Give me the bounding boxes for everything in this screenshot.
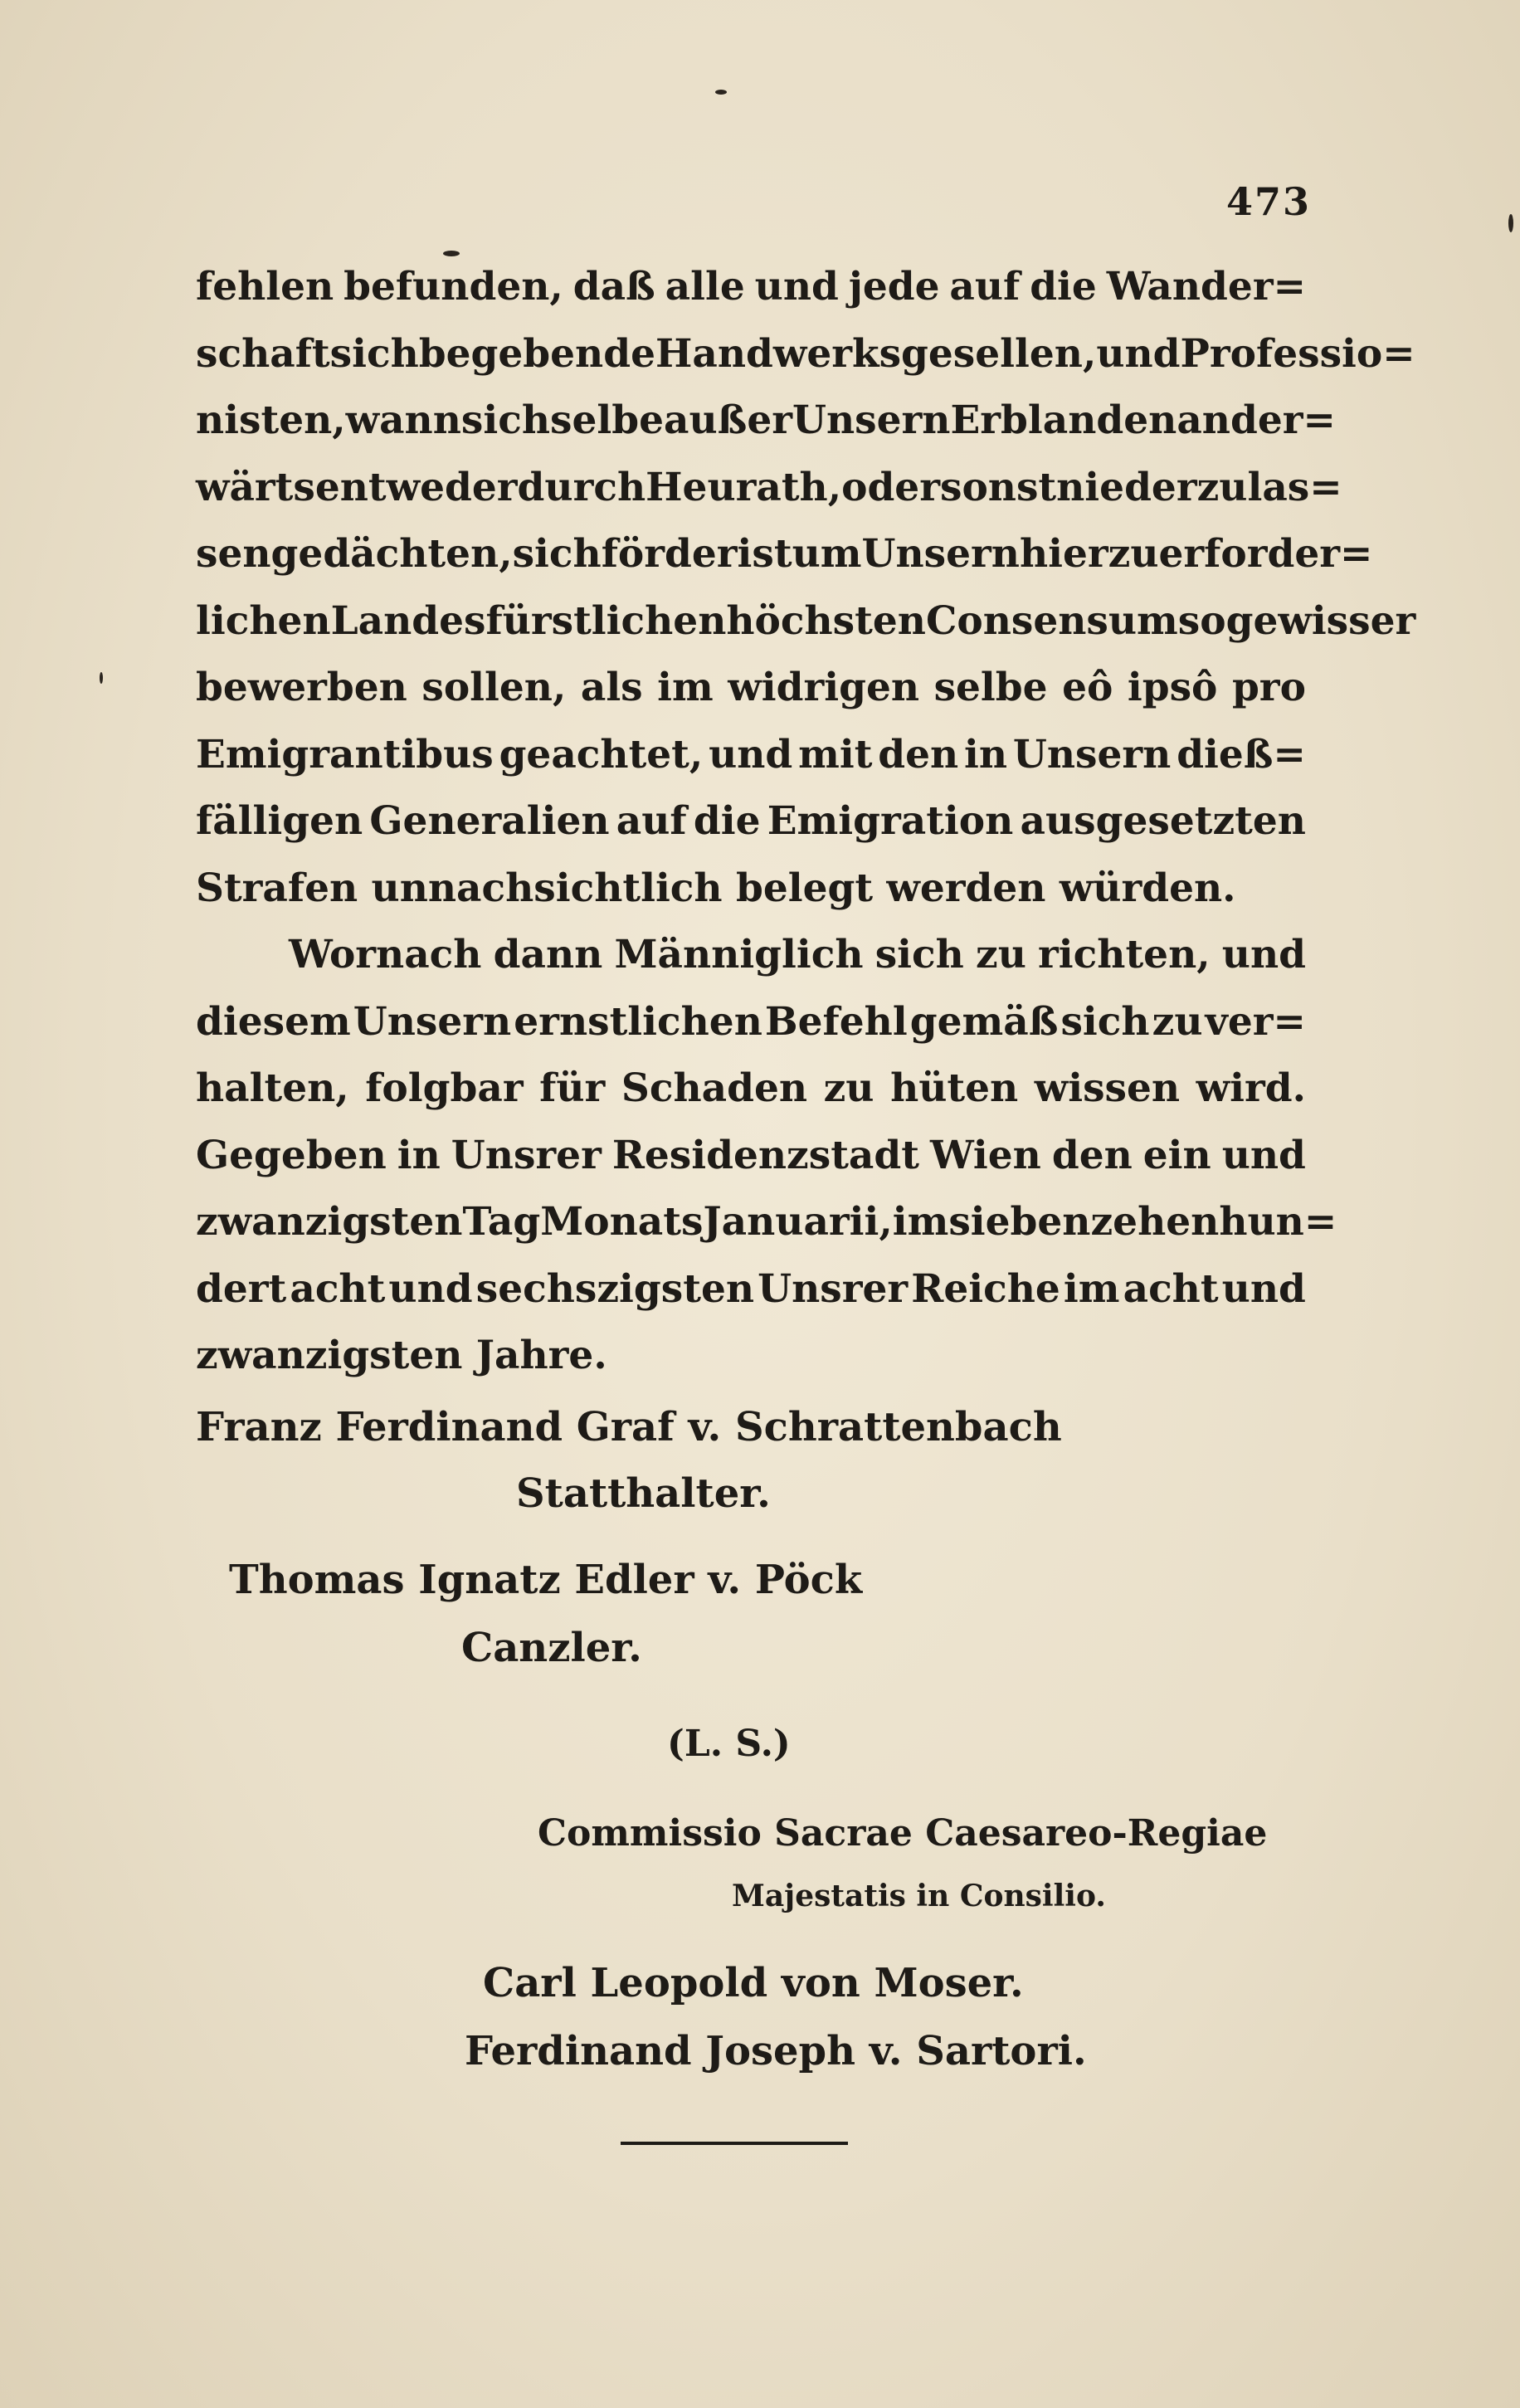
word: die	[693, 798, 761, 844]
word: um	[792, 531, 862, 577]
word: zu	[1152, 998, 1203, 1045]
word: sechszigsten	[475, 1265, 755, 1312]
seal-mark: (L. S.)	[667, 1723, 791, 1765]
word: ernstlichen	[514, 998, 762, 1045]
word: Landesfürstlichen	[330, 597, 727, 644]
word: Heurath,	[646, 464, 842, 510]
word: Wien	[929, 1132, 1041, 1178]
word: lichen	[196, 597, 331, 644]
word: als	[580, 665, 643, 710]
word: in	[964, 731, 1008, 777]
page-edge-mark	[1508, 214, 1513, 232]
text-line	[196, 788, 1306, 855]
signer-4: Ferdinand Joseph v. Sartori.	[465, 2028, 1087, 2074]
text-line	[196, 1189, 1337, 1256]
ink-speck	[100, 672, 103, 684]
word: Unsern	[792, 397, 951, 443]
word: oder	[841, 464, 940, 510]
word: Befehl	[764, 998, 908, 1045]
word: durch	[517, 464, 646, 510]
word: zu	[976, 932, 1026, 977]
text-line	[196, 1123, 1306, 1190]
word: Professio=	[1180, 330, 1415, 377]
word: selbe	[933, 665, 1048, 710]
word: sollen,	[421, 665, 567, 710]
word: so	[1177, 597, 1226, 644]
word: höchsten	[726, 597, 926, 644]
text-line	[196, 321, 1415, 388]
page-number: 473	[1226, 179, 1312, 224]
word: auf	[616, 798, 687, 844]
word: für	[539, 1065, 606, 1111]
word: Unsrer	[451, 1132, 602, 1178]
text-line	[196, 1256, 1306, 1323]
word: Gegeben	[196, 1132, 387, 1178]
word: wird.	[1196, 1065, 1306, 1111]
word: Tag	[462, 1199, 541, 1245]
word: wann	[345, 397, 461, 443]
word: fälligen	[196, 798, 363, 844]
text-line: Strafen unnachsichtlich belegt werden würden.	[196, 865, 1236, 911]
word: Unsern	[1012, 731, 1172, 777]
word: und	[754, 264, 839, 310]
word: Wander=	[1106, 264, 1306, 310]
word: siebenzehenhun=	[948, 1199, 1337, 1245]
word: und	[1221, 932, 1306, 977]
word: Residenzstadt	[611, 1132, 919, 1178]
word: Unsern	[353, 998, 512, 1045]
word: hierzu	[1019, 531, 1159, 577]
text-line	[196, 655, 1306, 722]
word: außer	[664, 397, 792, 443]
word: dann	[493, 932, 603, 977]
word: widrigen	[728, 665, 920, 710]
word: geachtet,	[499, 731, 704, 777]
word: Erblanden	[950, 397, 1177, 443]
word: und	[388, 1265, 473, 1312]
word: alle	[665, 264, 745, 310]
closing-rule	[621, 2142, 848, 2145]
word: richten,	[1038, 932, 1211, 977]
word: im	[1063, 1265, 1120, 1312]
text-line	[196, 521, 1373, 588]
word: Männiglich	[614, 932, 864, 977]
signer-2-name: Thomas Ignatz Edler v. Pöck	[229, 1557, 863, 1603]
word: Unsern	[861, 531, 1020, 577]
word: ausgesetzten	[1020, 798, 1306, 844]
text-line	[196, 388, 1336, 455]
signer-3: Carl Leopold von Moser.	[483, 1960, 1024, 2006]
word: auf	[949, 264, 1021, 310]
word: Handwerksgesellen,	[655, 330, 1097, 377]
word: Generalien	[369, 798, 610, 844]
word: dieß=	[1177, 731, 1306, 777]
word: und	[1096, 330, 1181, 377]
commission-line: Commissio Sacrae Caesareo-Regiae	[538, 1812, 1268, 1855]
ink-speck	[715, 90, 727, 95]
word: sen	[196, 531, 271, 577]
word: bewerben	[196, 665, 407, 710]
text-line	[196, 722, 1306, 789]
word: mit	[798, 731, 873, 777]
word: diesem	[196, 998, 351, 1045]
text-line	[196, 989, 1306, 1056]
word: acht	[1123, 1265, 1219, 1312]
body-text	[196, 254, 1416, 1390]
word: ander=	[1177, 397, 1336, 443]
text-line: zwanzigsten Jahre.	[196, 1333, 607, 1378]
word: acht	[290, 1265, 386, 1312]
word: gewisser	[1225, 597, 1416, 644]
word: und	[1221, 1265, 1306, 1312]
word: Emigrantibus	[196, 731, 494, 777]
commission-subline: Majestatis in Consilio.	[732, 1879, 1106, 1913]
signer-1-title: Statthalter.	[516, 1470, 771, 1517]
word: wärts	[196, 464, 315, 510]
word: sich	[329, 330, 419, 377]
word: fehlen	[196, 264, 334, 310]
word: sich	[512, 531, 602, 577]
text-line	[196, 922, 1306, 989]
ink-speck	[443, 251, 460, 256]
word: begebende	[418, 330, 655, 377]
text-line	[196, 588, 1416, 656]
word: die	[1030, 264, 1097, 310]
word: entweder	[314, 464, 518, 510]
word: hüten	[890, 1065, 1019, 1111]
word: eô	[1062, 665, 1113, 710]
word: und	[1221, 1132, 1306, 1178]
word: daß	[572, 264, 655, 310]
word: sich	[874, 932, 964, 977]
word: Reiche	[911, 1265, 1060, 1312]
word: Monats	[540, 1199, 704, 1245]
word: Consens	[925, 597, 1108, 644]
word: ein	[1142, 1132, 1211, 1178]
word: im	[892, 1199, 949, 1245]
word: Januarii,	[703, 1199, 893, 1245]
word: zwanzigsten	[196, 1199, 463, 1245]
word: und	[709, 731, 793, 777]
word: Schaden	[621, 1065, 808, 1111]
word: den	[878, 731, 959, 777]
word: sich	[1060, 998, 1150, 1045]
word: Wornach	[289, 932, 482, 977]
signer-2-title: Canzler.	[461, 1625, 642, 1671]
word: nisten,	[196, 397, 346, 443]
word: ipsô	[1127, 665, 1218, 710]
word: jede	[848, 264, 940, 310]
word: halten,	[196, 1065, 349, 1111]
word: pro	[1231, 665, 1306, 710]
word: sich	[460, 397, 551, 443]
word: erforder=	[1158, 531, 1373, 577]
word: um	[1108, 597, 1178, 644]
word: den	[1051, 1132, 1133, 1178]
word: dert	[196, 1265, 287, 1312]
word: Unsrer	[758, 1265, 909, 1312]
text-line	[196, 254, 1306, 321]
word: sonst	[939, 464, 1057, 510]
signer-1-name: Franz Ferdinand Graf v. Schrattenbach	[196, 1404, 1062, 1450]
word: Emigration	[767, 798, 1014, 844]
word: gemäß	[909, 998, 1059, 1045]
text-line	[196, 1055, 1306, 1123]
word: niederzulas=	[1056, 464, 1342, 510]
word: ver=	[1205, 998, 1306, 1045]
word: gedächten,	[270, 531, 513, 577]
word: selbe	[550, 397, 664, 443]
word: zu	[823, 1065, 874, 1111]
word: folgbar	[365, 1065, 524, 1111]
text-line	[196, 455, 1342, 522]
word: förderist	[601, 531, 792, 577]
word: schaft	[196, 330, 330, 377]
word: in	[397, 1132, 441, 1178]
word: befunden,	[343, 264, 563, 310]
word: wissen	[1034, 1065, 1181, 1111]
word: im	[657, 665, 714, 710]
